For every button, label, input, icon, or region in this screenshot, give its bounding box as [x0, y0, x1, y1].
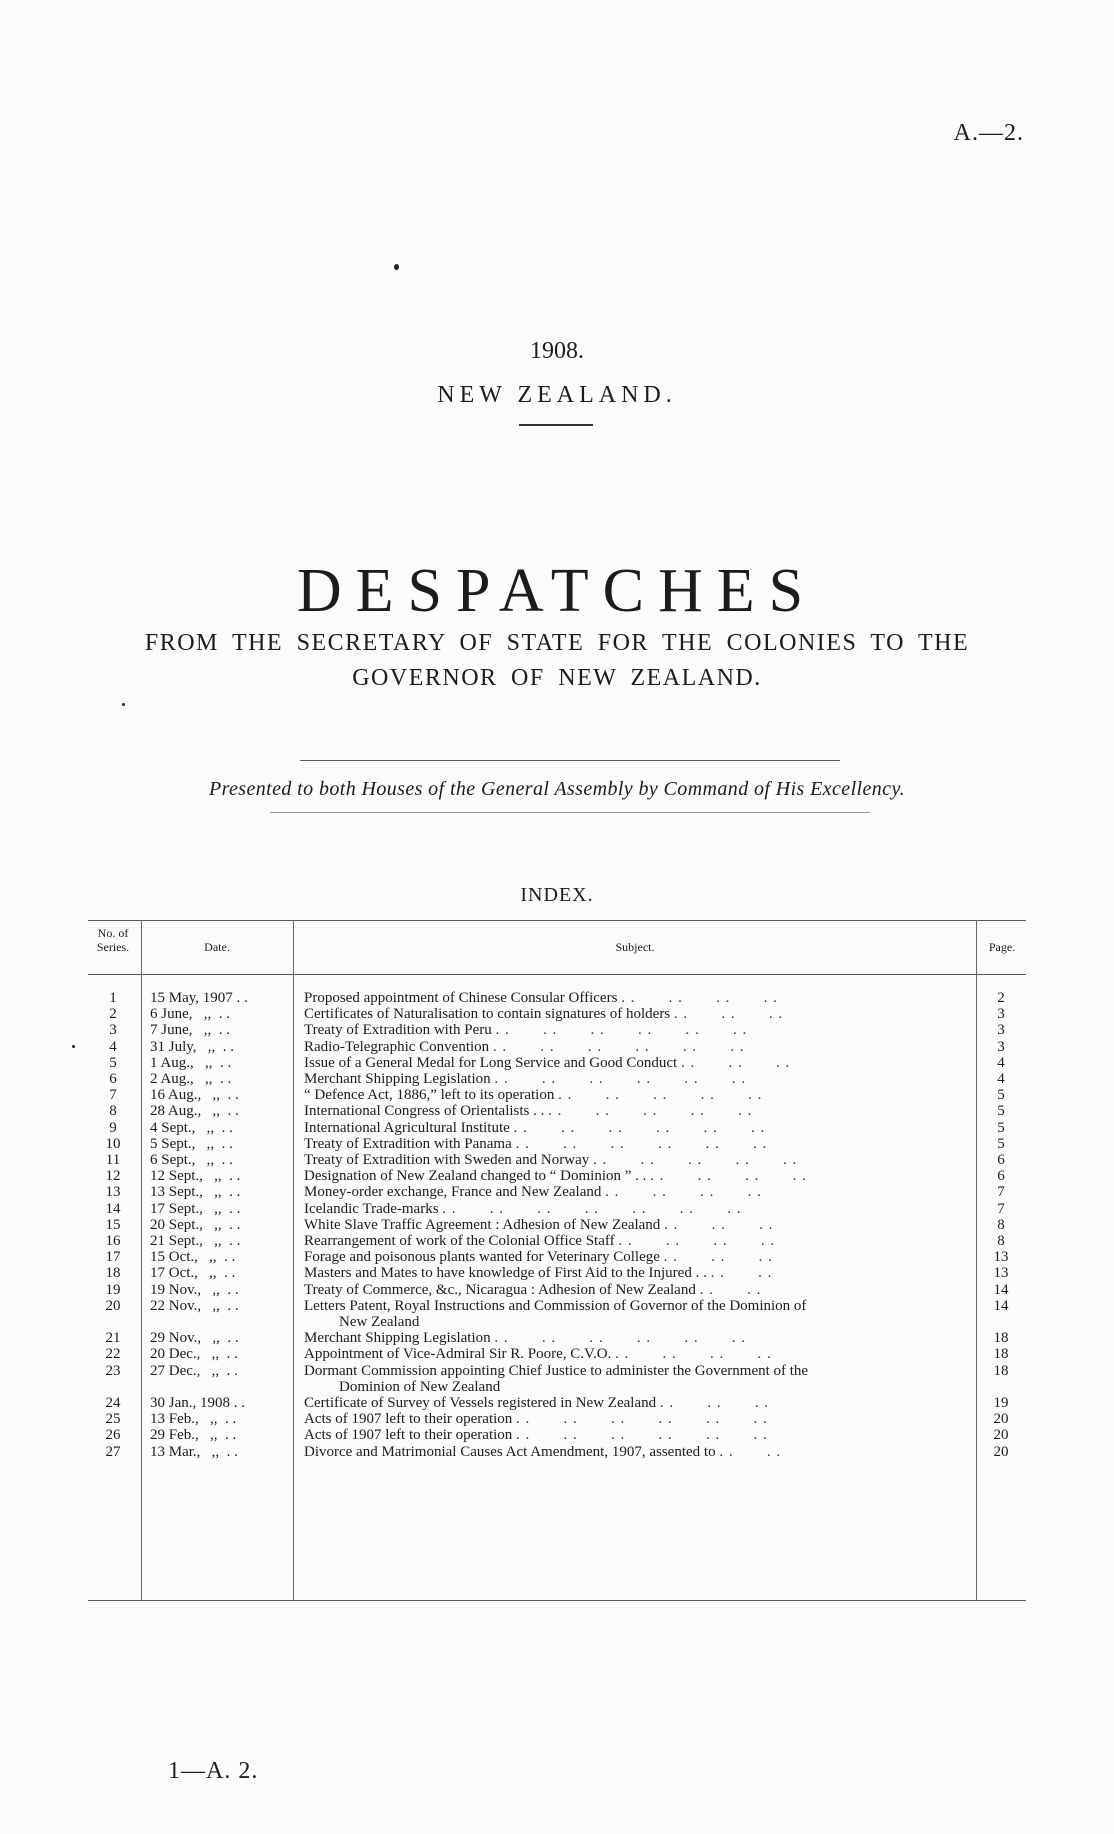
- page-number: 5: [997, 1119, 1005, 1136]
- subject-main: Divorce and Matrimonial Causes Act Amendment, 1907, assented to: [304, 1443, 716, 1460]
- despatch-date: 28 Aug., ,, . .: [150, 1103, 239, 1120]
- subject-main: International Agricultural Institute: [304, 1119, 510, 1136]
- page-number: 3: [997, 1038, 1005, 1055]
- subject-text: [304, 1444, 1004, 1460]
- despatch-date: 17 Oct., ,, . .: [150, 1265, 236, 1282]
- table-header-rule: [88, 974, 1026, 975]
- footer-reference: 1—A. 2.: [168, 1758, 259, 1784]
- subject-main: Treaty of Extradition with Peru: [304, 1022, 492, 1039]
- dot-leaders: . . . . . . . . . .: [592, 1152, 798, 1168]
- dot-leaders: . . . . . . . . . .: [548, 1103, 753, 1120]
- page-number: 6: [997, 1152, 1005, 1168]
- series-number: 12: [105, 1168, 121, 1185]
- dot-leaders: . . . . . .: [659, 1395, 770, 1411]
- despatch-date: 29 Feb., ,, . .: [150, 1427, 237, 1444]
- subject-main: International Congress of Orientalists . .: [304, 1103, 545, 1120]
- title-rule: [519, 424, 593, 426]
- despatch-date: 12 Sept., ,, . .: [150, 1168, 241, 1185]
- document-reference: A.—2.: [953, 120, 1024, 146]
- dot-leaders: . . . .: [710, 1265, 773, 1282]
- subject-text: [304, 1120, 1004, 1136]
- subject-main: Merchant Shipping Legislation: [304, 1330, 491, 1347]
- series-number: 16: [105, 1233, 121, 1249]
- despatch-date: 19 Nov., ,, . .: [150, 1281, 239, 1298]
- table-bottom-rule: [88, 1600, 1026, 1601]
- dot-leaders: . . . . . . . . . .: [558, 1087, 763, 1104]
- subject-text: [304, 1006, 1004, 1022]
- despatch-date: 20 Dec., ,, . .: [150, 1346, 238, 1363]
- despatch-date: 16 Aug., ,, . .: [150, 1087, 239, 1104]
- series-number: 11: [105, 1152, 121, 1168]
- subject-text: [304, 1168, 1004, 1184]
- subject-text: [304, 1265, 1004, 1281]
- page-number: 5: [997, 1103, 1005, 1120]
- page-number: 4: [997, 1054, 1005, 1071]
- subject-text: [304, 1184, 1004, 1200]
- subject-main: Proposed appointment of Chinese Consular Officers: [304, 990, 618, 1006]
- page-number: 8: [997, 1233, 1005, 1249]
- page-number: 7: [997, 1184, 1005, 1201]
- despatch-date: 27 Dec., ,, . .: [150, 1362, 238, 1379]
- series-number: 3: [109, 1022, 117, 1039]
- dot-leaders: . . . . . .: [663, 1249, 773, 1266]
- dot-leaders: . . . . . . . . . . . .: [516, 1411, 768, 1428]
- subject-continuation: Dominion of New Zealand: [339, 1378, 501, 1395]
- despatch-date: 22 Nov., ,, . .: [150, 1297, 239, 1314]
- header-page: Page.: [988, 940, 1016, 954]
- subject-main: Radio-Telegraphic Convention: [304, 1038, 490, 1055]
- despatch-date: 21 Sept., ,, . .: [150, 1233, 241, 1249]
- series-number: 5: [109, 1054, 117, 1071]
- page-number: 20: [993, 1443, 1009, 1460]
- series-number: 19: [105, 1281, 121, 1298]
- page-number: 18: [993, 1330, 1009, 1347]
- subject-main: Merchant Shipping Legislation: [304, 1071, 491, 1087]
- subject-main: Appointment of Vice-Admiral Sir R. Poore, C.V.O.: [304, 1346, 612, 1363]
- despatch-date: 30 Jan., 1908 . .: [150, 1395, 245, 1411]
- page-number: 20: [993, 1427, 1009, 1444]
- subject-text: [304, 1103, 1004, 1119]
- series-number: 14: [105, 1200, 121, 1217]
- series-number: 21: [105, 1330, 121, 1347]
- page-number: 8: [997, 1216, 1005, 1233]
- scan-speck: [72, 1045, 75, 1048]
- dot-leaders: . . . . . .: [680, 1054, 791, 1071]
- subject-text: [304, 1249, 1004, 1265]
- subject-text: [304, 1330, 1004, 1346]
- subject-main: Forage and poisonous plants wanted for Veterinary College: [304, 1249, 660, 1266]
- page-number: 18: [993, 1346, 1009, 1363]
- subject-main: Issue of a General Medal for Long Service and Good Conduct: [304, 1054, 678, 1071]
- subject-text: [304, 1055, 1004, 1071]
- subject-text: [304, 1217, 1004, 1233]
- page-number: 14: [993, 1281, 1009, 1298]
- series-number: 25: [105, 1411, 121, 1428]
- page-number: 19: [993, 1395, 1009, 1411]
- series-number: 4: [109, 1038, 117, 1055]
- dot-leaders: . . . . . . . . . . . .: [495, 1022, 748, 1039]
- despatch-date: 13 Feb., ,, . .: [150, 1411, 237, 1428]
- series-number: 20: [105, 1297, 121, 1314]
- scan-speck: [394, 264, 399, 270]
- dot-leaders: . . . . . . . .: [615, 1346, 772, 1363]
- page-number: 3: [997, 1006, 1005, 1023]
- subject-text: [304, 1201, 1004, 1217]
- subject-text: [304, 1071, 1004, 1087]
- subject-text: [304, 1152, 1004, 1168]
- subject-main: Certificate of Survey of Vessels registered in New Zealand: [304, 1395, 657, 1411]
- page-number: 5: [997, 1087, 1005, 1104]
- despatch-date: 13 Sept., ,, . .: [150, 1184, 241, 1201]
- page-number: 14: [993, 1297, 1009, 1314]
- main-title: DESPATCHES: [296, 557, 818, 625]
- dot-leaders: . . . .: [699, 1281, 762, 1298]
- page-number: 2: [997, 990, 1005, 1006]
- page-number: 6: [997, 1168, 1005, 1185]
- dot-leaders: . . . . . . . . . . . .: [515, 1135, 768, 1152]
- presented-note: Presented to both Houses of the General Assembly by Command of His Excellency.: [208, 778, 906, 800]
- page-number: 13: [993, 1265, 1009, 1282]
- series-number: 27: [105, 1443, 121, 1460]
- page-number: 7: [997, 1200, 1005, 1217]
- dot-leaders: . . . . . . . .: [621, 990, 778, 1006]
- series-number: 6: [109, 1071, 117, 1087]
- subject-main: Acts of 1907 left to their operation: [304, 1427, 513, 1444]
- series-number: 18: [105, 1265, 121, 1282]
- series-number: 15: [105, 1216, 121, 1233]
- subject-text: [304, 1346, 1004, 1362]
- dot-leaders: . . . . . .: [673, 1006, 784, 1023]
- subject-main: Rearrangement of work of the Colonial Office Staff: [304, 1233, 615, 1249]
- subject-main: Icelandic Trade-marks: [304, 1200, 439, 1217]
- subject-main: Money-order exchange, France and New Zealand: [304, 1184, 602, 1201]
- subject-text: [304, 1039, 1004, 1055]
- series-number: 26: [105, 1427, 121, 1444]
- table-top-rule: [88, 920, 1026, 921]
- dot-leaders: . . . . . . . . . . . . . .: [442, 1200, 742, 1217]
- subject-text: [304, 1282, 1004, 1298]
- subject-main: Treaty of Extradition with Panama: [304, 1135, 512, 1152]
- despatch-date: 15 Oct., ,, . .: [150, 1249, 236, 1266]
- subject-text: [304, 1087, 1004, 1103]
- subject-text: [304, 1395, 1004, 1411]
- series-number: 9: [109, 1119, 117, 1136]
- despatch-date: 20 Sept., ,, . .: [150, 1216, 241, 1233]
- index-title: INDEX.: [520, 884, 594, 906]
- dot-leaders: . . . . . . . .: [650, 1168, 807, 1185]
- despatch-date: 4 Sept., ,, . .: [150, 1119, 233, 1136]
- page-number: 13: [993, 1249, 1009, 1266]
- subject-text: [304, 1022, 1004, 1038]
- subject-main: Letters Patent, Royal Instructions and Commission of Governor of the Dominion of: [304, 1297, 807, 1314]
- despatch-date: 31 July, ,, . .: [150, 1038, 235, 1055]
- series-number: 24: [105, 1395, 121, 1411]
- despatch-date: 5 Sept., ,, . .: [150, 1135, 233, 1152]
- subject-text: [304, 1298, 1004, 1330]
- subject-main: Designation of New Zealand changed to “ Dominion ” . .: [304, 1168, 647, 1185]
- subject-text: [304, 1363, 1004, 1395]
- dot-leaders: . . . . . . . . . . . .: [494, 1071, 747, 1087]
- page-number: 3: [997, 1022, 1005, 1039]
- subject-main: Treaty of Extradition with Sweden and Norway: [304, 1152, 590, 1168]
- dot-leaders: . . . . . . . . . . . .: [513, 1119, 766, 1136]
- series-number: 8: [109, 1103, 117, 1120]
- subject-main: Certificates of Naturalisation to contain signatures of holders: [304, 1006, 671, 1023]
- page-number: 5: [997, 1135, 1005, 1152]
- subject-main: Dormant Commission appointing Chief Justice to administer the Government of the: [304, 1362, 809, 1379]
- despatch-date: 1 Aug., ,, . .: [150, 1054, 232, 1071]
- subject-main: Treaty of Commerce, &c., Nicaragua : Adhesion of New Zealand: [304, 1281, 696, 1298]
- subject-text: [304, 1427, 1004, 1443]
- dot-leaders: . . . . . . . . . . . .: [516, 1427, 768, 1444]
- subject-main: “ Defence Act, 1886,” left to its operation: [304, 1087, 555, 1104]
- header-no-of-series: No. of Series.: [96, 926, 130, 954]
- despatch-date: 17 Sept., ,, . .: [150, 1200, 241, 1217]
- subject-main: White Slave Traffic Agreement : Adhesion of New Zealand: [304, 1216, 661, 1233]
- subject-text: [304, 990, 1004, 1006]
- dot-leaders: . . . . . . . . . . . .: [492, 1038, 745, 1055]
- despatch-date: 15 May, 1907 . .: [150, 990, 248, 1006]
- subject-text: [304, 1233, 1004, 1249]
- subject-text: [304, 1411, 1004, 1427]
- page-number: 4: [997, 1071, 1005, 1087]
- subtitle-line-1: FROM THE SECRETARY OF STATE FOR THE COLONIES TO THE: [144, 630, 970, 656]
- country-title: NEW ZEALAND.: [437, 382, 677, 408]
- subtitle-line-2: GOVERNOR OF NEW ZEALAND.: [352, 665, 762, 691]
- header-subject: Subject.: [615, 940, 655, 954]
- scan-speck: [122, 703, 125, 706]
- subject-continuation: New Zealand: [339, 1313, 420, 1330]
- despatch-date: 13 Mar., ,, . .: [150, 1443, 238, 1460]
- subject-text: [304, 1136, 1004, 1152]
- series-number: 22: [105, 1346, 121, 1363]
- dot-leaders: . . . . . . . . . . . .: [494, 1330, 747, 1347]
- page-number: 20: [993, 1411, 1009, 1428]
- series-number: 1: [109, 990, 117, 1006]
- dot-leaders: . . . . . .: [664, 1216, 774, 1233]
- despatch-date: 6 June, ,, . .: [150, 1006, 230, 1023]
- column-divider: [141, 920, 142, 1600]
- series-number: 10: [105, 1135, 121, 1152]
- despatch-date: 29 Nov., ,, . .: [150, 1330, 239, 1347]
- series-number: 7: [109, 1087, 117, 1104]
- index-table: [88, 920, 1026, 1602]
- lower-divider: [270, 812, 870, 813]
- year: 1908.: [530, 338, 584, 364]
- dot-leaders: . . . .: [719, 1443, 782, 1460]
- despatch-date: 7 June, ,, . .: [150, 1022, 230, 1039]
- series-number: 13: [105, 1184, 121, 1201]
- series-number: 2: [109, 1006, 117, 1023]
- despatch-date: 6 Sept., ,, . .: [150, 1152, 233, 1168]
- upper-divider: [300, 760, 840, 761]
- despatch-date: 2 Aug., ,, . .: [150, 1071, 232, 1087]
- page-number: 18: [993, 1362, 1009, 1379]
- dot-leaders: . . . . . . . .: [605, 1184, 762, 1201]
- series-number: 17: [105, 1249, 121, 1266]
- header-date: Date.: [204, 940, 230, 954]
- series-number: 23: [105, 1362, 121, 1379]
- subject-main: Masters and Mates to have knowledge of First Aid to the Injured . .: [304, 1265, 707, 1282]
- subject-main: Acts of 1907 left to their operation: [304, 1411, 513, 1428]
- dot-leaders: . . . . . . . .: [618, 1233, 776, 1249]
